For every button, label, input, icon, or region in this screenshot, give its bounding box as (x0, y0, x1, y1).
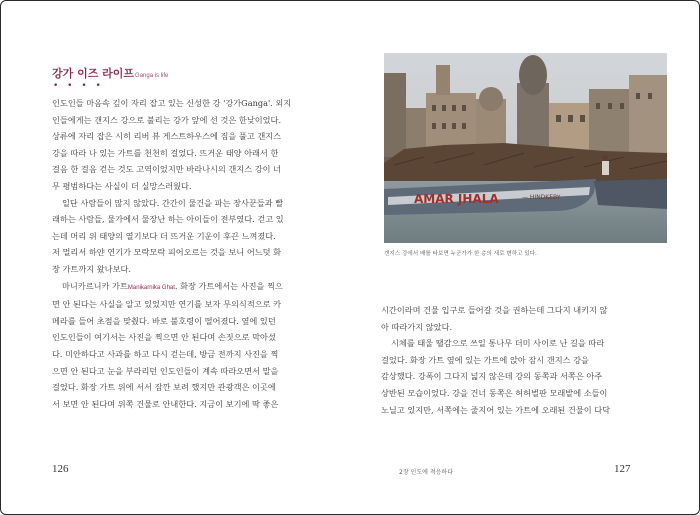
line: 상류에 자리 잡은 시히 리버 뷰 게스트하우스에 짐을 풀고 갠지스 (52, 131, 282, 142)
paragraph-4 (381, 302, 625, 335)
line-tail: . 화장 가트에서는 사진을 찍으 (174, 280, 283, 291)
running-header: 2장 인도에 적응하다 (399, 469, 454, 476)
roman-term: Manikarnika Ghat (127, 284, 175, 291)
line: 래하는 사람들, 물가에서 물장난 하는 아이들이 전부였다. 걷고 있 (52, 214, 284, 225)
line: 아 따라가지 않았다. (381, 321, 453, 332)
line: 인도인들이 여기서는 사진을 찍으면 안 된다며 손짓으로 막아섰 (52, 332, 276, 343)
section-title-korean: 강가 이즈 라이프 (52, 67, 135, 80)
line: 시간이라며 건물 입구로 들어갈 것을 권하는데 그다지 내키지 않 (381, 305, 608, 315)
paragraph-5 (381, 335, 625, 418)
line: 강을 따라 나 있는 가트를 천천히 걸었다. 뜨거운 태양 아래서 한 (52, 147, 279, 158)
ornament-dots: • • • • (53, 81, 104, 91)
ghat-photo-illustration (384, 53, 667, 243)
paragraph-1 (52, 95, 296, 195)
line: 감상했다. 강폭이 그다지 넓지 않은데 강의 동쪽과 서쪽은 아주 (381, 371, 603, 382)
boat-sign-text: AMAR JHALA (414, 192, 499, 206)
photo-caption: 갠지스 강에서 배를 타보면 누군가가 한 층의 새로 변하고 있다. (384, 251, 537, 257)
line: 는데 머리 위 태양의 열기보다 더 뜨거운 기운이 후끈 느껴졌다. (52, 230, 276, 241)
boat-sign-tail: — HINDKEBY (522, 194, 561, 201)
line: 노닐고 있지만, 서쪽에는 줄지어 있는 가트에 오래된 건물이 다닥 (381, 404, 611, 415)
line: 으면 안 된다고 눈을 부라리던 인도인들이 계속 따라오면서 말을 (52, 365, 279, 376)
left-body-text (52, 95, 296, 412)
line: 걸었다. 화장 가트 위에 서서 잠깐 보려 했지만 관광객은 이곳에 (52, 382, 276, 393)
line: 걸었다. 화장 가트 옆에 있는 가트에 앉아 잠시 갠지스 강을 (381, 354, 589, 365)
section-title (52, 62, 168, 81)
line: 마니카르니카 가트 (62, 280, 128, 291)
line: 일단 사람들이 많지 않았다. 간간이 물건을 파는 장사꾼들과 빨 (62, 197, 284, 208)
page-number-left: 126 (52, 463, 69, 475)
paragraph-2 (52, 195, 296, 278)
section-title-english: Ganga is life (135, 73, 169, 79)
line: 상반된 모습이었다. 강을 건너 동쪽은 허허벌판 모래밭에 소들이 (381, 387, 608, 398)
page-number-right: 127 (614, 463, 631, 475)
line: 장 가트까지 왔나보다. (52, 263, 131, 274)
line: 시체를 태울 땔감으로 쓰일 통나무 더미 사이로 난 길을 따라 (391, 338, 605, 349)
ghat-photo (384, 53, 667, 243)
line: 걸음 한 걸음 걷는 것도 고역이었지만 바라나시의 갠지스 강이 너 (52, 164, 282, 175)
left-page (1, 1, 351, 514)
line: 면 안 된다는 사실을 알고 있었지만 연기를 보자 무의식적으로 카 (52, 299, 282, 310)
right-body-text (381, 302, 625, 418)
line: 저 멀리서 하얀 연기가 모락모락 피어오르는 것을 보니 어느덧 화 (52, 247, 282, 258)
line: 서 보면 안 된다며 위쪽 건물로 안내한다. 지금이 보기에 딱 좋은 (52, 398, 279, 409)
line: 무 평범하다는 사실이 더 실망스러웠다. (52, 180, 192, 191)
line: 인도인들 마음속 깊이 자리 잡고 있는 신성한 강 '강가Ganga'. 외지 (52, 98, 292, 108)
paragraph-3 (52, 278, 296, 413)
line: 메라를 들어 초점을 맞췄다. 바로 불호령이 떨어졌다. 옆에 있던 (52, 315, 276, 326)
line: 인들에게는 갠지스 강으로 불리는 강가 앞에 선 것은 한낮이었다. (52, 114, 282, 125)
line: 다. 미안하다고 사과를 하고 다시 걷는데, 방금 전까지 사진을 찍 (52, 348, 279, 359)
right-page (351, 1, 700, 514)
